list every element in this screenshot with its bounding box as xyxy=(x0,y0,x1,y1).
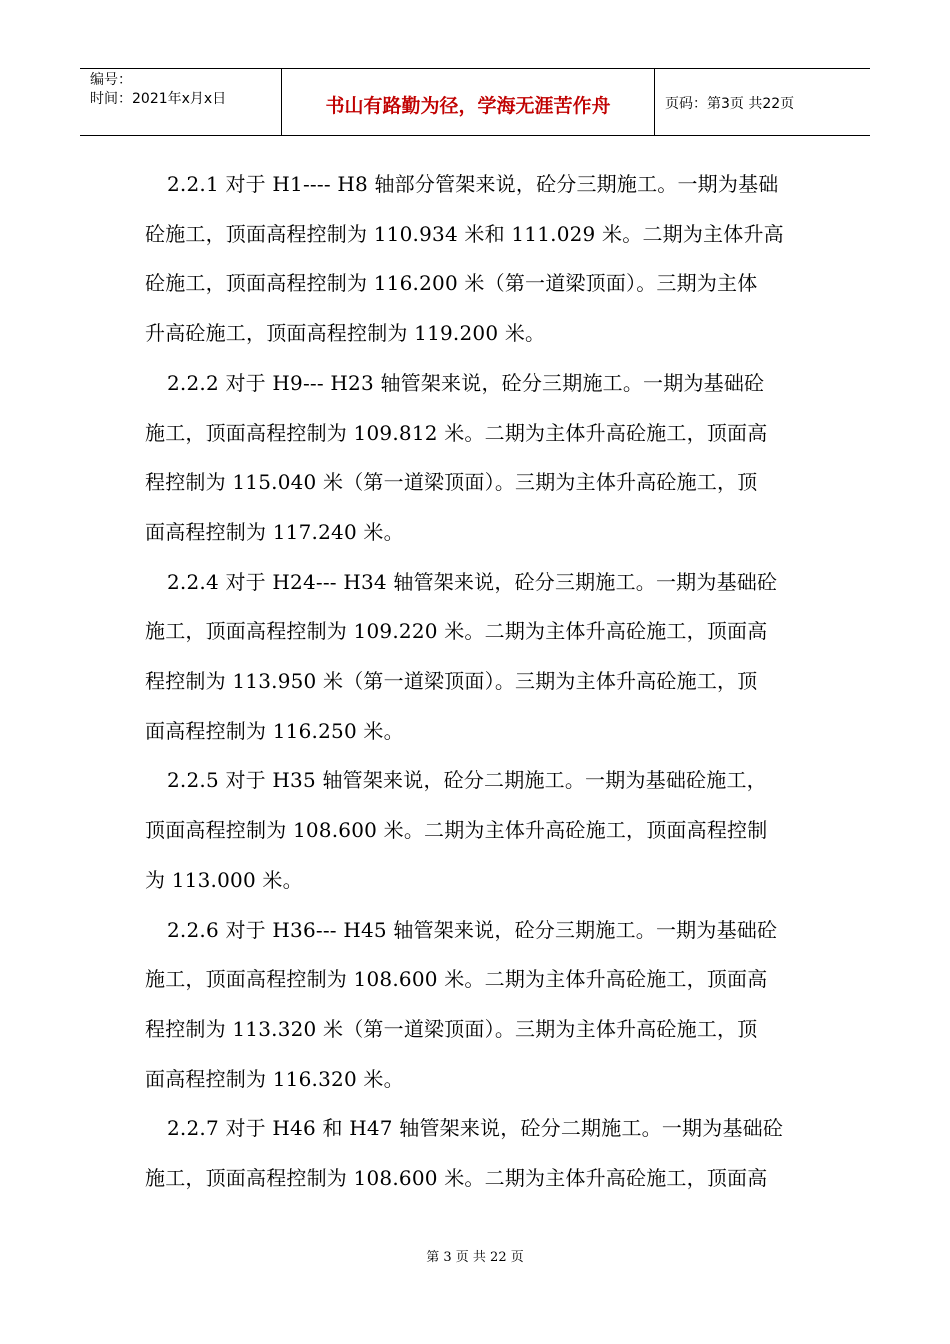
text-line: 顶面高程控制为 108.600 米。二期为主体升高砼施工，顶面高程控制 xyxy=(145,818,768,843)
paragraph-2-2-4 xyxy=(145,558,810,757)
text-line: 面高程控制为 116.320 米。 xyxy=(145,1066,404,1091)
text-line: 2.2.7 对于 H46 和 H47 轴管架来说，砼分二期施工。一期为基础砼 xyxy=(167,1116,784,1141)
text-line: 2.2.6 对于 H36--- H45 轴管架来说，砼分三期施工。一期为基础砼 xyxy=(167,917,778,942)
paragraph-2-2-1 xyxy=(145,160,810,359)
header-meta-cell xyxy=(80,69,282,135)
paragraph-2-2-6 xyxy=(145,906,810,1105)
text-line: 程控制为 113.320 米（第一道梁顶面）。三期为主体升高砼施工，顶 xyxy=(145,1016,758,1041)
text-line: 面高程控制为 116.250 米。 xyxy=(145,718,404,743)
text-line: 2.2.5 对于 H35 轴管架来说，砼分二期施工。一期为基础砼施工， xyxy=(167,768,767,793)
text-line: 为 113.000 米。 xyxy=(145,867,303,892)
header-page-info: 页码：第3页 共22页 xyxy=(665,96,795,112)
page-header xyxy=(80,68,870,136)
paragraph-2-2-2 xyxy=(145,359,810,558)
page-footer: 第 3 页 共 22 页 xyxy=(426,1250,524,1265)
text-line: 程控制为 115.040 米（第一道梁顶面）。三期为主体升高砼施工，顶 xyxy=(145,470,758,495)
text-line: 砼施工，顶面高程控制为 116.200 米（第一道梁顶面）。三期为主体 xyxy=(145,271,758,296)
text-line: 面高程控制为 117.240 米。 xyxy=(145,519,404,544)
header-motto: 书山有路勤为径，学海无涯苦作舟 xyxy=(282,69,655,135)
document-date-label: 时间：2021年x月x日 xyxy=(90,91,227,107)
paragraph-2-2-5 xyxy=(145,756,810,905)
text-line: 升高砼施工，顶面高程控制为 119.200 米。 xyxy=(145,321,546,346)
text-line: 2.2.1 对于 H1---- H8 轴部分管架来说，砼分三期施工。一期为基础 xyxy=(167,172,779,196)
text-line: 施工，顶面高程控制为 109.220 米。二期为主体升高砼施工，顶面高 xyxy=(145,619,768,644)
text-line: 砼施工，顶面高程控制为 110.934 米和 111.029 米。二期为主体升高 xyxy=(145,221,784,246)
paragraph-2-2-7 xyxy=(145,1104,810,1203)
text-line: 2.2.4 对于 H24--- H34 轴管架来说，砼分三期施工。一期为基础砼 xyxy=(167,569,778,594)
text-line: 施工，顶面高程控制为 108.600 米。二期为主体升高砼施工，顶面高 xyxy=(145,1166,768,1191)
document-body xyxy=(145,160,810,1204)
text-line: 2.2.2 对于 H9--- H23 轴管架来说，砼分三期施工。一期为基础砼 xyxy=(167,370,765,395)
text-line: 施工，顶面高程控制为 108.600 米。二期为主体升高砼施工，顶面高 xyxy=(145,967,768,992)
text-line: 施工，顶面高程控制为 109.812 米。二期为主体升高砼施工，顶面高 xyxy=(145,420,768,445)
text-line: 程控制为 113.950 米（第一道梁顶面）。三期为主体升高砼施工，顶 xyxy=(145,669,758,694)
document-number-label: 编号： xyxy=(90,72,132,88)
